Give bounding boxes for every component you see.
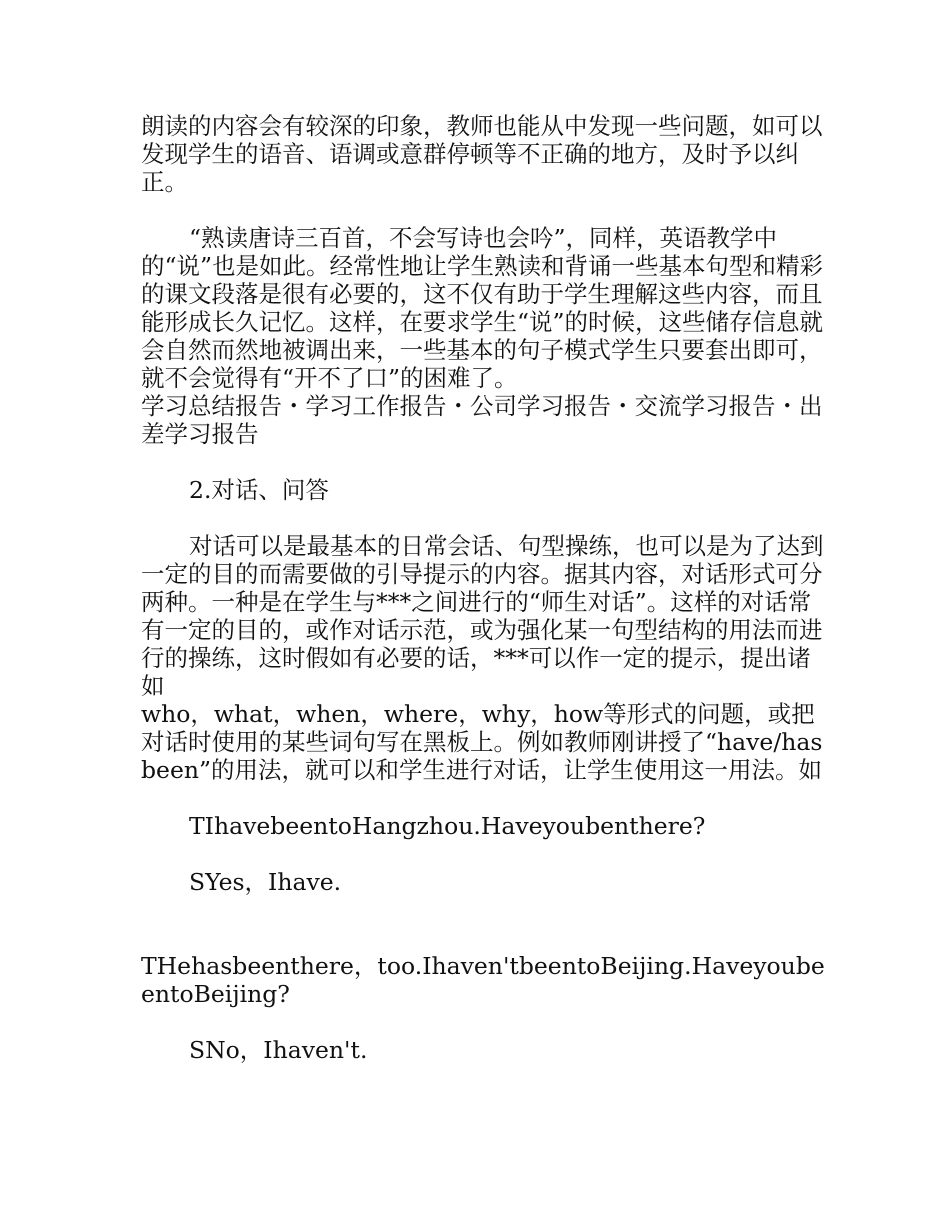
paragraph-dialogue-questions: who，what，when，where，why，how等形式的问题，或把对话时使用的某些词句写在黑板上。例如教师刚讲授了“have/hasbeen”的用法，就可以和学生进行对话，让学生使用这一用法。如 xyxy=(141,700,823,784)
paragraph-speaking-practice: “熟读唐诗三百首，不会写诗也会吟”，同样，英语教学中的“说”也是如此。经常性地让学生熟读和背诵一些基本句型和精彩的课文段落是很有必要的，这不仅有助于学生理解这些内容，而且能形成长久记忆。这样，在要求学生“说”的时候，这些储存信息就会自然而然地被调出来，一些基本的句子模式学生只要套出即可，就不会觉得有“开不了口”的困难了。 xyxy=(141,224,824,392)
dialogue-line-3: THehasbeenthere，too.Ihaven'tbeentoBeijing.HaveyoubeentoBeijing? xyxy=(141,952,825,1008)
section-heading-dialogue: 2.对话、问答 xyxy=(189,476,329,504)
dialogue-line-4: SNo，Ihaven't. xyxy=(189,1036,368,1064)
paragraph-dialogue-intro: 对话可以是最基本的日常会话、句型操练，也可以是为了达到一定的目的而需要做的引导提示的内容。据其内容，对话形式可分两种。一种是在学生与***之间进行的“师生对话”。这样的对话常有一定的目的，或作对话示范，或为强化某一句型结构的用法而进行的操练，这时假如有必要的话，***可以作一定的提示，提出诸如 xyxy=(141,532,824,700)
document-body xyxy=(141,112,831,1092)
dialogue-line-2: SYes，Ihave. xyxy=(189,868,342,896)
paragraph-reading-impression: 朗读的内容会有较深的印象，教师也能从中发现一些问题，如可以发现学生的语音、语调或意群停顿等不正确的地方，及时予以纠正。 xyxy=(141,112,823,196)
related-links-line: 学习总结报告・学习工作报告・公司学习报告・交流学习报告・出差学习报告 xyxy=(141,392,823,448)
dialogue-line-1: TIhavebeentoHangzhou.Haveyoubenthere? xyxy=(189,812,706,840)
